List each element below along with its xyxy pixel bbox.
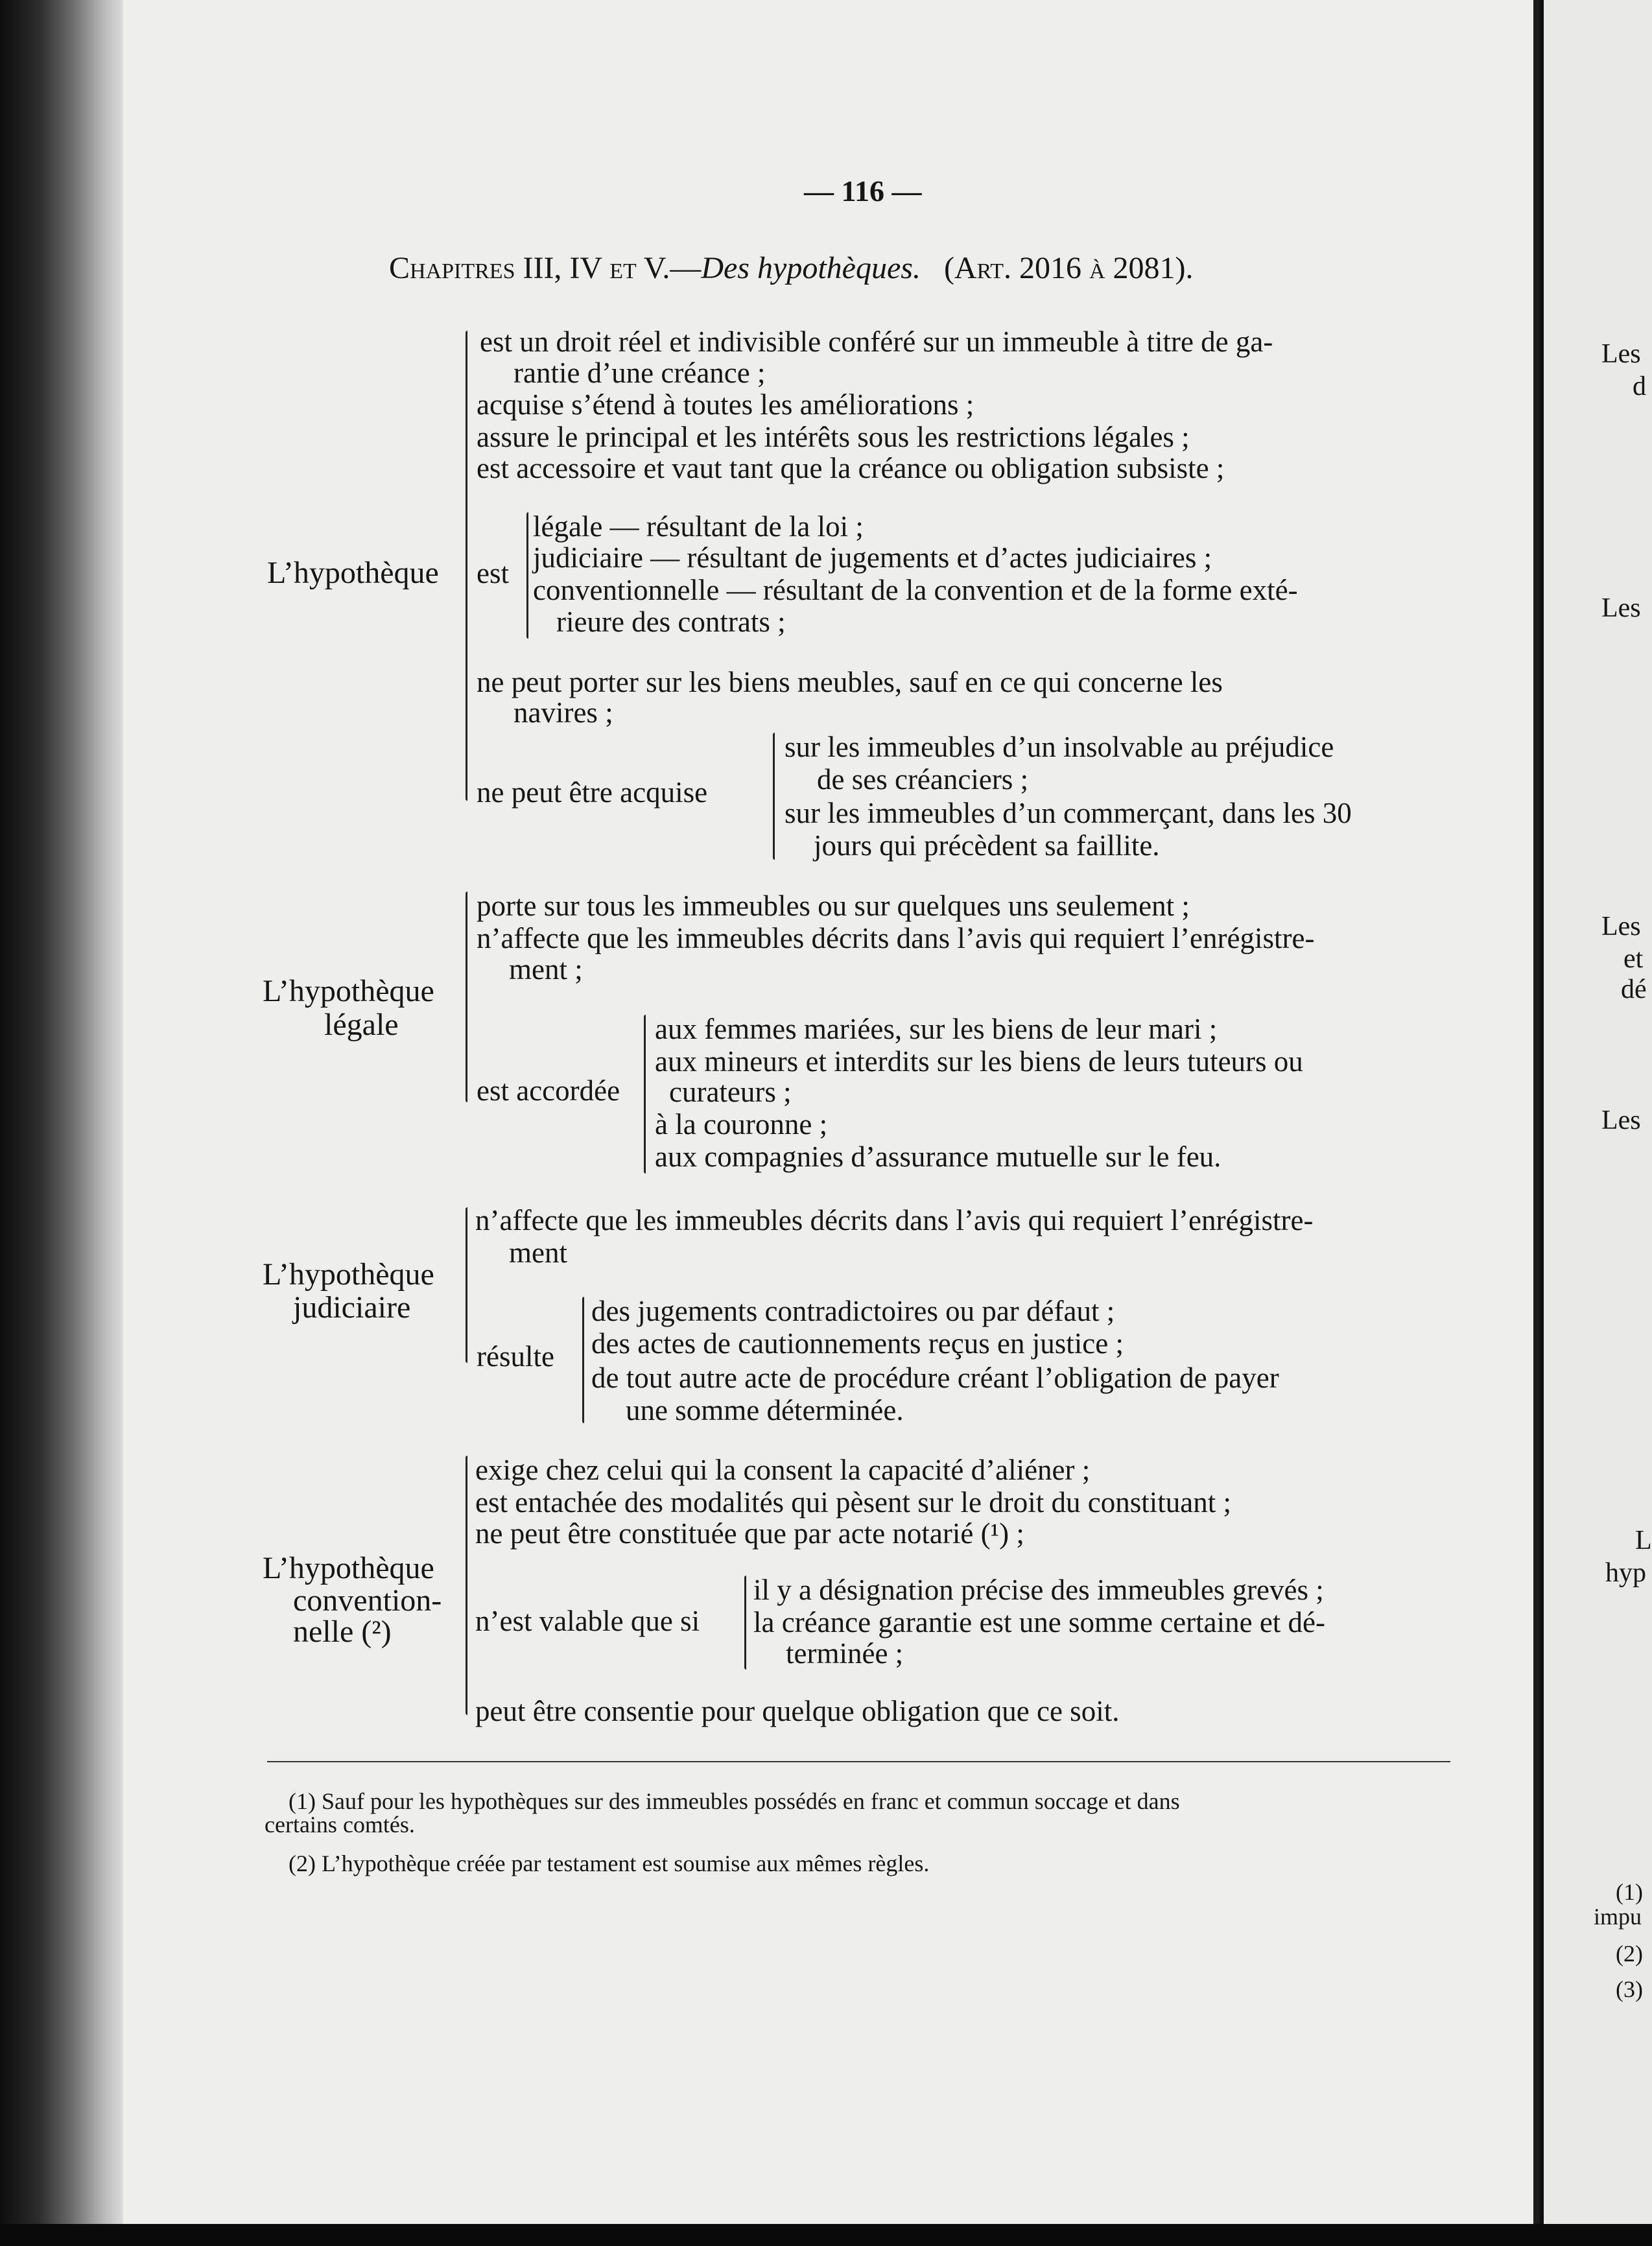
est-item: légale — résultant de la loi ; — [533, 510, 864, 543]
legale-line: ment ; — [509, 953, 583, 986]
main-label: L’hypothèque — [267, 556, 439, 590]
main-line: rantie d’une créance ; — [513, 357, 766, 389]
acquise-label: ne peut être acquise — [477, 776, 708, 809]
adjacent-page-fragment: impu — [1594, 1904, 1642, 1930]
conventionnelle-line: exige chez celui qui la consent la capacité d’aliéner ; — [475, 1454, 1091, 1486]
est-item: judiciaire — résultant de jugements et d’actes judiciaires ; — [533, 541, 1212, 574]
acquise-item: sur les immeubles d’un insolvable au préjudice — [785, 731, 1334, 763]
chapter-title: Des hypothèques. — [701, 251, 921, 285]
conventionnelle-label: L’hypothèque — [263, 1551, 434, 1585]
main-line: assure le principal et les intérêts sous les restrictions légales ; — [477, 421, 1190, 453]
resulte-label: résulte — [477, 1340, 554, 1373]
main-line: acquise s’étend à toutes les améliorations ; — [477, 388, 974, 421]
resulte-item: une somme déterminée. — [626, 1394, 904, 1426]
page-heading: Chapitres III, IV et V.—Des hypothèques. (Art. 2016 à 2081). — [389, 251, 1194, 285]
conventionnelle-brace — [466, 1456, 467, 1715]
meubles-line: ne peut porter sur les biens meubles, sauf en ce qui concerne les — [477, 666, 1223, 698]
accordee-item: à la couronne ; — [655, 1108, 828, 1141]
acquise-brace — [773, 733, 775, 860]
resulte-item: des jugements contradictoires ou par défaut ; — [591, 1295, 1115, 1327]
judiciaire-label: L’hypothèque — [263, 1257, 434, 1292]
legale-line: porte sur tous les immeubles ou sur quelques uns seulement ; — [477, 890, 1190, 922]
main-brace — [466, 331, 467, 801]
adjacent-page-fragment: Les — [1601, 593, 1641, 623]
conventionnelle-line: est entachée des modalités qui pèsent sur le droit du constituant ; — [475, 1486, 1231, 1519]
accordee-item: curateurs ; — [669, 1076, 792, 1108]
judiciaire-line: n’affecte que les immeubles décrits dans l’avis qui requiert l’enrégistre- — [475, 1204, 1314, 1236]
page-number: — 116 — — [804, 174, 922, 207]
resulte-item: de tout autre acte de procédure créant l’obligation de payer — [591, 1362, 1279, 1394]
est-label: est — [477, 557, 509, 589]
judiciaire-label: judiciaire — [293, 1290, 411, 1325]
meubles-line: navires ; — [513, 696, 613, 729]
accordee-item: aux mineurs et interdits sur les biens de leurs tuteurs ou — [655, 1045, 1303, 1078]
adjacent-page-fragment: (3) — [1616, 1976, 1643, 2002]
adjacent-page-fragment: Les — [1601, 1105, 1641, 1135]
judiciaire-brace — [466, 1207, 467, 1363]
accordee-item: aux compagnies d’assurance mutuelle sur le feu. — [655, 1141, 1221, 1173]
legale-label: légale — [324, 1008, 399, 1042]
acquise-item: de ses créanciers ; — [817, 763, 1029, 796]
footnote-2: (2) L’hypothèque créée par testament est soumise aux mêmes règles. — [289, 1850, 930, 1876]
est-item: conventionnelle — résultant de la convention et de la forme exté- — [533, 574, 1298, 606]
scan-bottom-edge — [0, 2224, 1652, 2246]
main-line: est accessoire et vaut tant que la créance ou obligation subsiste ; — [477, 452, 1225, 484]
valable-label: n’est valable que si — [475, 1605, 700, 1637]
legale-line: n’affecte que les immeubles décrits dans l’avis qui requiert l’enrégistre- — [477, 922, 1315, 954]
acquise-item: jours qui précèdent sa faillite. — [814, 829, 1160, 862]
accordee-label: est accordée — [477, 1074, 620, 1107]
conventionnelle-label: nelle (²) — [293, 1614, 392, 1649]
resulte-brace — [582, 1297, 584, 1423]
article-range: (Art. 2016 à 2081). — [943, 251, 1194, 285]
adjacent-page-fragment: et — [1623, 944, 1644, 974]
adjacent-page-fragment: L — [1635, 1526, 1652, 1555]
legale-brace — [466, 892, 467, 1102]
adjacent-page-fragment: (1) — [1616, 1879, 1643, 1905]
accordee-brace — [644, 1015, 646, 1174]
valable-item: il y a désignation précise des immeubles grevés ; — [753, 1574, 1324, 1606]
valable-brace — [744, 1576, 746, 1670]
adjacent-page-fragment: Les — [1601, 339, 1641, 369]
main-line: est un droit réel et indivisible conféré sur un immeuble à titre de ga- — [480, 325, 1273, 358]
adjacent-page-fragment: (2) — [1616, 1941, 1643, 1967]
judiciaire-line: ment — [509, 1236, 567, 1269]
footnote-rule — [267, 1761, 1450, 1762]
adjacent-page-fragment: hyp — [1605, 1558, 1646, 1588]
accordee-item: aux femmes mariées, sur les biens de leur mari ; — [655, 1013, 1218, 1045]
conventionnelle-label: convention- — [293, 1583, 442, 1618]
adjacent-page-fragment: d — [1633, 372, 1646, 401]
book-gutter-left — [0, 0, 123, 2246]
adjacent-page-fragment: Les — [1601, 912, 1641, 941]
conventionnelle-line: ne peut être constituée que par acte notarié (¹) ; — [475, 1517, 1024, 1550]
resulte-item: des actes de cautionnements reçus en justice ; — [591, 1327, 1124, 1360]
conventionnelle-last-line: peut être consentie pour quelque obligation que ce soit. — [475, 1695, 1120, 1727]
valable-item: terminée ; — [786, 1637, 904, 1670]
footnote-1: (1) Sauf pour les hypothèques sur des immeubles possédés en franc et commun soccage et dans — [289, 1788, 1180, 1814]
chapter-label: Chapitres III, IV et V. — [389, 251, 670, 285]
footnote-1-continued: certains comtés. — [265, 1812, 415, 1838]
valable-item: la créance garantie est une somme certaine et dé- — [753, 1606, 1326, 1638]
legale-label: L’hypothèque — [263, 974, 434, 1008]
adjacent-page-fragment: dé — [1621, 975, 1647, 1004]
est-brace — [526, 512, 528, 639]
acquise-item: sur les immeubles d’un commerçant, dans les 30 — [785, 797, 1352, 829]
est-item: rieure des contrats ; — [556, 606, 786, 638]
